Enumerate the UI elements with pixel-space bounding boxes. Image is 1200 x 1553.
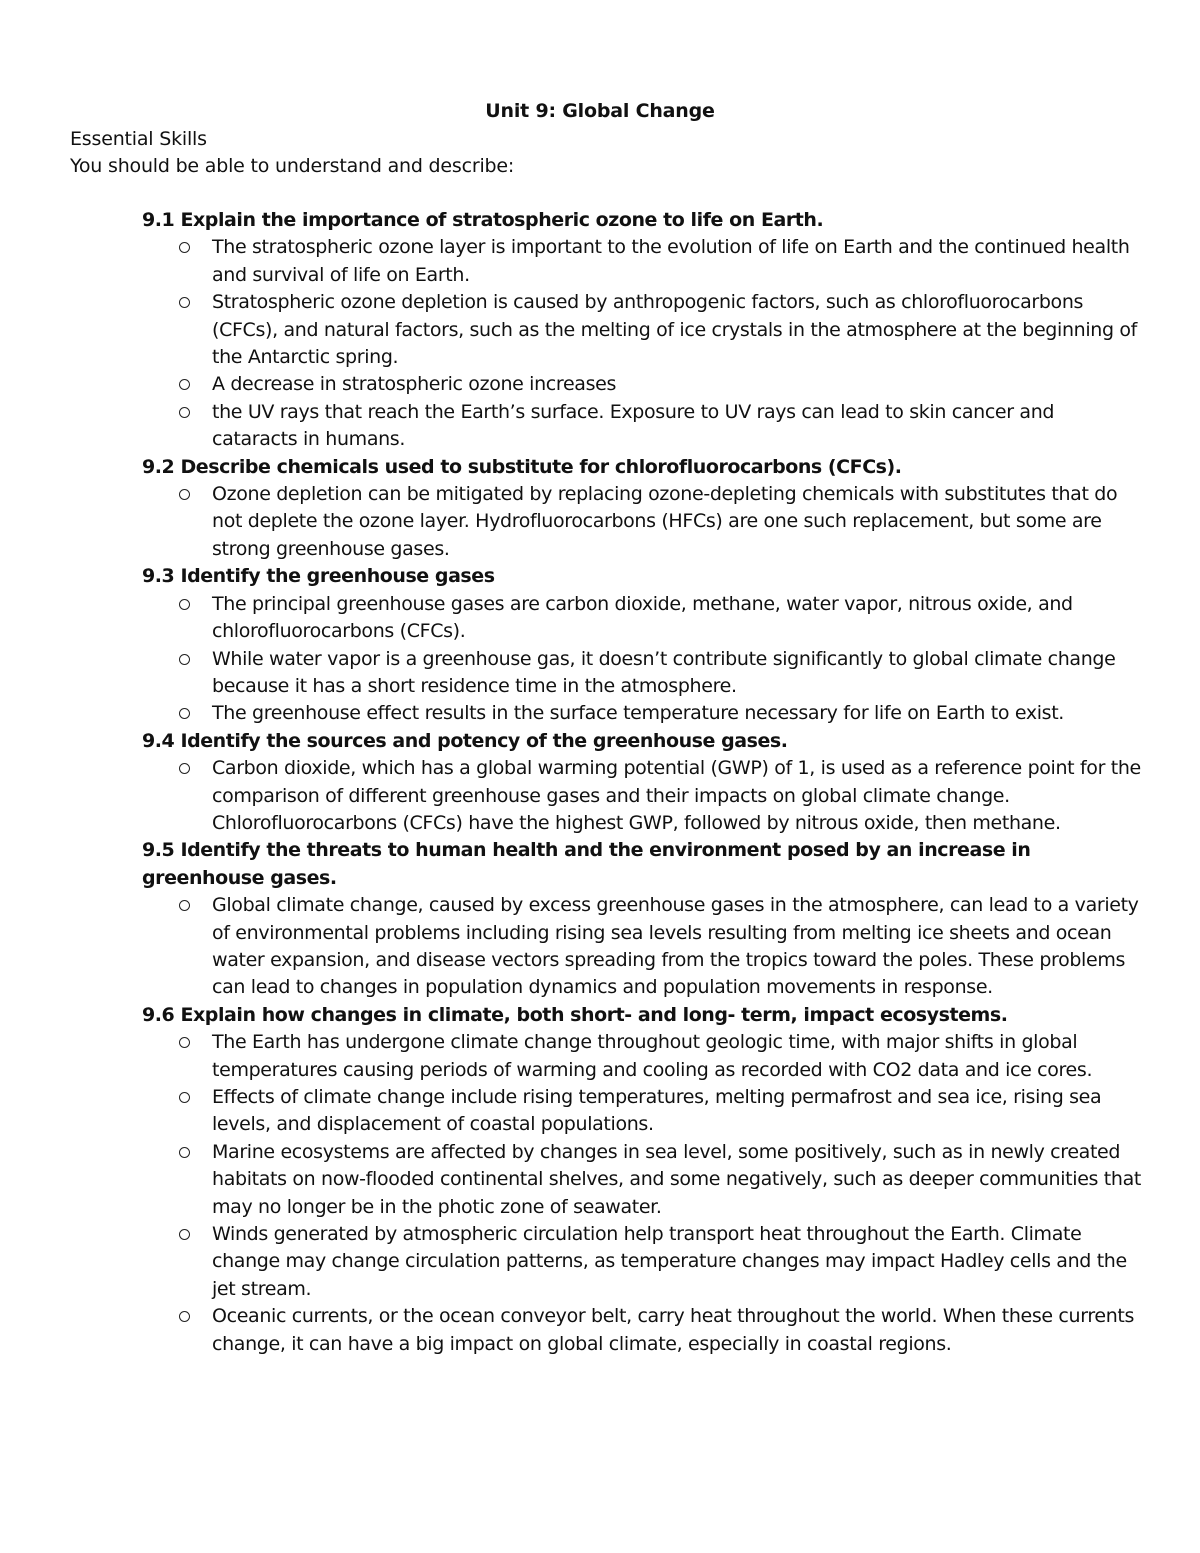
intro-text: You should be able to understand and describe: <box>70 155 515 177</box>
essential-skills-label: Essential Skills <box>70 128 207 150</box>
bullet-text: Oceanic currents, or the ocean conveyor belt, carry heat throughout the world. When these currents change, it can have a big impact on global climate, especially in coastal regions. <box>212 1305 1135 1355</box>
circle-bullet-icon <box>179 297 190 308</box>
document-title: Unit 9: Global Change <box>485 100 715 122</box>
section-heading: 9.1 Explain the importance of stratospheric ozone to life on Earth. <box>142 209 824 231</box>
list-item <box>142 646 1142 701</box>
bullet-text: Stratospheric ozone depletion is caused by anthropogenic factors, such as chlorofluorocarbons (CFCs), and natural factors, such as the melting of ice crystals in the atmosphere at the beginning of the Antarctic spring. <box>212 291 1137 369</box>
list-item <box>142 1084 1142 1139</box>
bullet-list <box>142 591 1142 728</box>
bullet-text: Marine ecosystems are affected by changes in sea level, some positively, such as in newly created habitats on now-flooded continental shelves, and some negatively, such as deeper communities that may no longer be in the photic zone of seawater. <box>212 1140 1141 1218</box>
list-item <box>142 591 1142 646</box>
circle-bullet-icon <box>179 1037 190 1048</box>
circle-bullet-icon <box>179 708 190 719</box>
list-item <box>142 755 1142 837</box>
bullet-text: The greenhouse effect results in the surface temperature necessary for life on Earth to exist. <box>212 702 1065 725</box>
list-item <box>142 371 1142 398</box>
list-item <box>142 234 1142 289</box>
list-item <box>142 1139 1142 1221</box>
section-heading: 9.6 Explain how changes in climate, both short- and long- term, impact ecosystems. <box>142 1003 1008 1026</box>
circle-bullet-icon <box>179 763 190 774</box>
list-item <box>142 1029 1142 1084</box>
list-item <box>142 1303 1142 1358</box>
bullet-text: The Earth has undergone climate change throughout geologic time, with major shifts in global temperatures causing periods of warming and cooling as recorded with CO2 data and ice cores. <box>212 1031 1093 1081</box>
bullet-text: Carbon dioxide, which has a global warming potential (GWP) of 1, is used as a reference point for the comparison of different greenhouse gases and their impacts on global climate change. Chlorofluorocarbons (CFCs) have the highest GWP, followed by nitrous oxide, then methane. <box>212 757 1141 834</box>
list-item <box>142 289 1142 371</box>
bullet-list <box>142 481 1142 563</box>
circle-bullet-icon <box>179 1092 190 1103</box>
bullet-list <box>142 1029 1142 1358</box>
bullet-list <box>142 234 1142 453</box>
circle-bullet-icon <box>179 489 190 500</box>
bullet-text: Winds generated by atmospheric circulation help transport heat throughout the Earth. Climate change may change circulation patterns, as temperature changes may impact Hadley cells and the jet stream. <box>212 1223 1127 1300</box>
bullet-text: While water vapor is a greenhouse gas, it doesn’t contribute significantly to global climate change because it has a short residence time in the atmosphere. <box>212 647 1116 697</box>
bullet-text: Global climate change, caused by excess greenhouse gases in the atmosphere, can lead to a variety of environmental problems including rising sea levels resulting from melting ice sheets and ocean water expansion, and disease vectors spreading from the tropics toward the poles. These problems can lead to changes in population dynamics and population movements in response. <box>212 894 1139 999</box>
bullet-list <box>142 892 1142 1002</box>
circle-bullet-icon <box>179 1229 190 1240</box>
list-item <box>142 481 1142 563</box>
circle-bullet-icon <box>179 900 190 911</box>
section-heading: 9.3 Identify the greenhouse gases <box>142 565 495 588</box>
section-heading: 9.2 Describe chemicals used to substitute for chlorofluorocarbons (CFCs). <box>142 455 902 478</box>
circle-bullet-icon <box>179 1311 190 1322</box>
list-item <box>142 1221 1142 1303</box>
bullet-text: Ozone depletion can be mitigated by replacing ozone-depleting chemicals with substitutes that do not deplete the ozone layer. Hydrofluorocarbons (HFCs) are one such replacement, but some are strong greenhouse gases. <box>212 483 1118 560</box>
circle-bullet-icon <box>179 599 190 610</box>
bullet-text: The stratospheric ozone layer is important to the evolution of life on Earth and the continued health and survival of life on Earth. <box>212 236 1130 286</box>
circle-bullet-icon <box>179 242 190 253</box>
section-heading: 9.4 Identify the sources and potency of the greenhouse gases. <box>142 729 788 752</box>
list-item <box>142 892 1142 1002</box>
bullet-list <box>142 755 1142 837</box>
list-item <box>142 399 1142 454</box>
bullet-text: The principal greenhouse gases are carbon dioxide, methane, water vapor, nitrous oxide, and chlorofluorocarbons (CFCs). <box>212 592 1073 643</box>
circle-bullet-icon <box>179 379 190 390</box>
circle-bullet-icon <box>179 654 190 665</box>
circle-bullet-icon <box>179 1147 190 1158</box>
bullet-text: A decrease in stratospheric ozone increases <box>212 373 617 396</box>
list-item <box>142 700 1142 727</box>
bullet-text: the UV rays that reach the Earth’s surface. Exposure to UV rays can lead to skin cancer and cataracts in humans. <box>212 400 1055 451</box>
skills-list <box>142 207 1142 1358</box>
bullet-text: Effects of climate change include rising temperatures, melting permafrost and sea ice, rising sea levels, and displacement of coastal populations. <box>212 1086 1102 1136</box>
section-heading: 9.5 Identify the threats to human health and the environment posed by an increase in greenhouse gases. <box>142 839 1031 889</box>
circle-bullet-icon <box>179 407 190 418</box>
